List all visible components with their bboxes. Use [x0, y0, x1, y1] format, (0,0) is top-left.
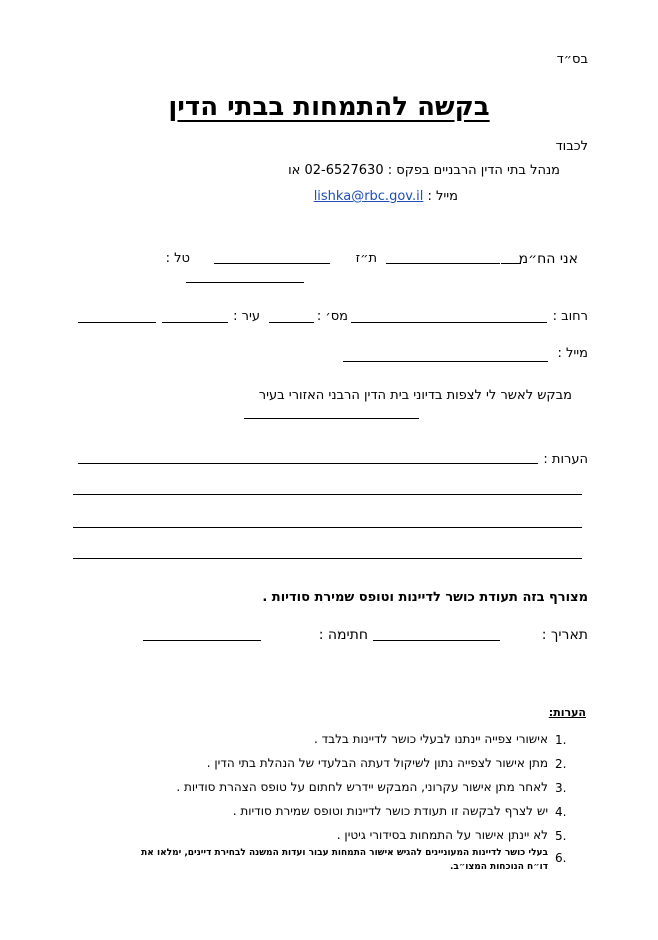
request-city-field[interactable] [244, 418, 419, 419]
email-row [314, 189, 458, 204]
id-label: ת״ז [355, 251, 377, 266]
number-field[interactable] [269, 322, 314, 323]
city-field-extra[interactable] [78, 322, 156, 323]
email-label: מייל : [427, 189, 458, 204]
street-field[interactable] [351, 322, 547, 323]
id-field-pre[interactable] [386, 263, 500, 264]
city-label: עיר : [233, 309, 260, 324]
list-item-number: 1. [555, 733, 567, 747]
name-label: אני הח״מ [518, 251, 578, 267]
remarks-line-2[interactable] [73, 494, 582, 495]
list-item-number: 2. [555, 757, 567, 771]
date-label: תאריך : [541, 627, 588, 643]
date-field[interactable] [373, 640, 500, 641]
city-field[interactable] [162, 322, 228, 323]
request-text: מבקש לאשר לי לצפות בדיוני בית הדין הרבני האזורי בעיר [258, 388, 572, 403]
remarks-line-1[interactable] [78, 463, 538, 464]
list-item-text-line1: בעלי כושר לדיינות המעוניינים להגיש אישור התמחות עבור ועדות המשנה לבחירת דיינים, ימלאו את [141, 848, 548, 858]
remarks-label: הערות : [543, 452, 588, 467]
notes-heading: הערות: [548, 706, 586, 719]
list-item-text: אישורי צפייה יינתנו לבעלי כושר לדיינות בלבד . [313, 732, 548, 746]
address-line1: מנהל בתי הדין הרבניים בפקס : 02-6527630 או [288, 163, 560, 178]
list-item-text: לאחר מתן אישור עקרוני, המבקש יידרש לחתום על טופס הצהרת סודיות . [176, 780, 548, 794]
page-title: בקשה להתמחות בבתי הדין [168, 92, 490, 122]
list-item-text-line2: דו״ח הנוכחות המצו״ב. [449, 862, 548, 872]
mail-label: מייל : [557, 346, 588, 361]
address-to: לכבוד [555, 139, 588, 154]
list-item-number: 3. [555, 781, 567, 795]
phone-field[interactable] [186, 282, 304, 283]
street-label: רחוב : [552, 309, 588, 324]
list-item-number: 6. [555, 851, 567, 865]
email-link[interactable]: lishka@rbc.gov.il [313, 189, 424, 204]
remarks-line-4[interactable] [73, 558, 582, 559]
remarks-line-3[interactable] [73, 527, 582, 528]
list-item-text: לא יינתן אישור על התמחות בסידורי גיטין . [336, 828, 548, 842]
attached-text: מצורף בזה תעודת כושר לדיינות וטופס שמירת סודיות . [262, 590, 588, 605]
list-item-number: 4. [555, 805, 567, 819]
list-item-text: יש לצרף לבקשה זו תעודת כושר לדיינות וטופס שמירת סודיות . [232, 804, 548, 818]
list-item-text: מתן אישור לצפייה נתון לשיקול דעתה הבלעדי של הנהלת בתי הדין . [206, 756, 548, 770]
list-item-number: 5. [555, 829, 567, 843]
signature-label: חתימה : [318, 627, 368, 643]
id-field[interactable] [214, 263, 330, 264]
number-label: מס׳ : [316, 309, 348, 324]
bsd-mark: בס״ד [556, 52, 588, 67]
phone-label: טל : [165, 251, 190, 266]
signature-field[interactable] [143, 640, 261, 641]
name-field[interactable] [501, 263, 521, 264]
mail-field[interactable] [343, 361, 548, 362]
